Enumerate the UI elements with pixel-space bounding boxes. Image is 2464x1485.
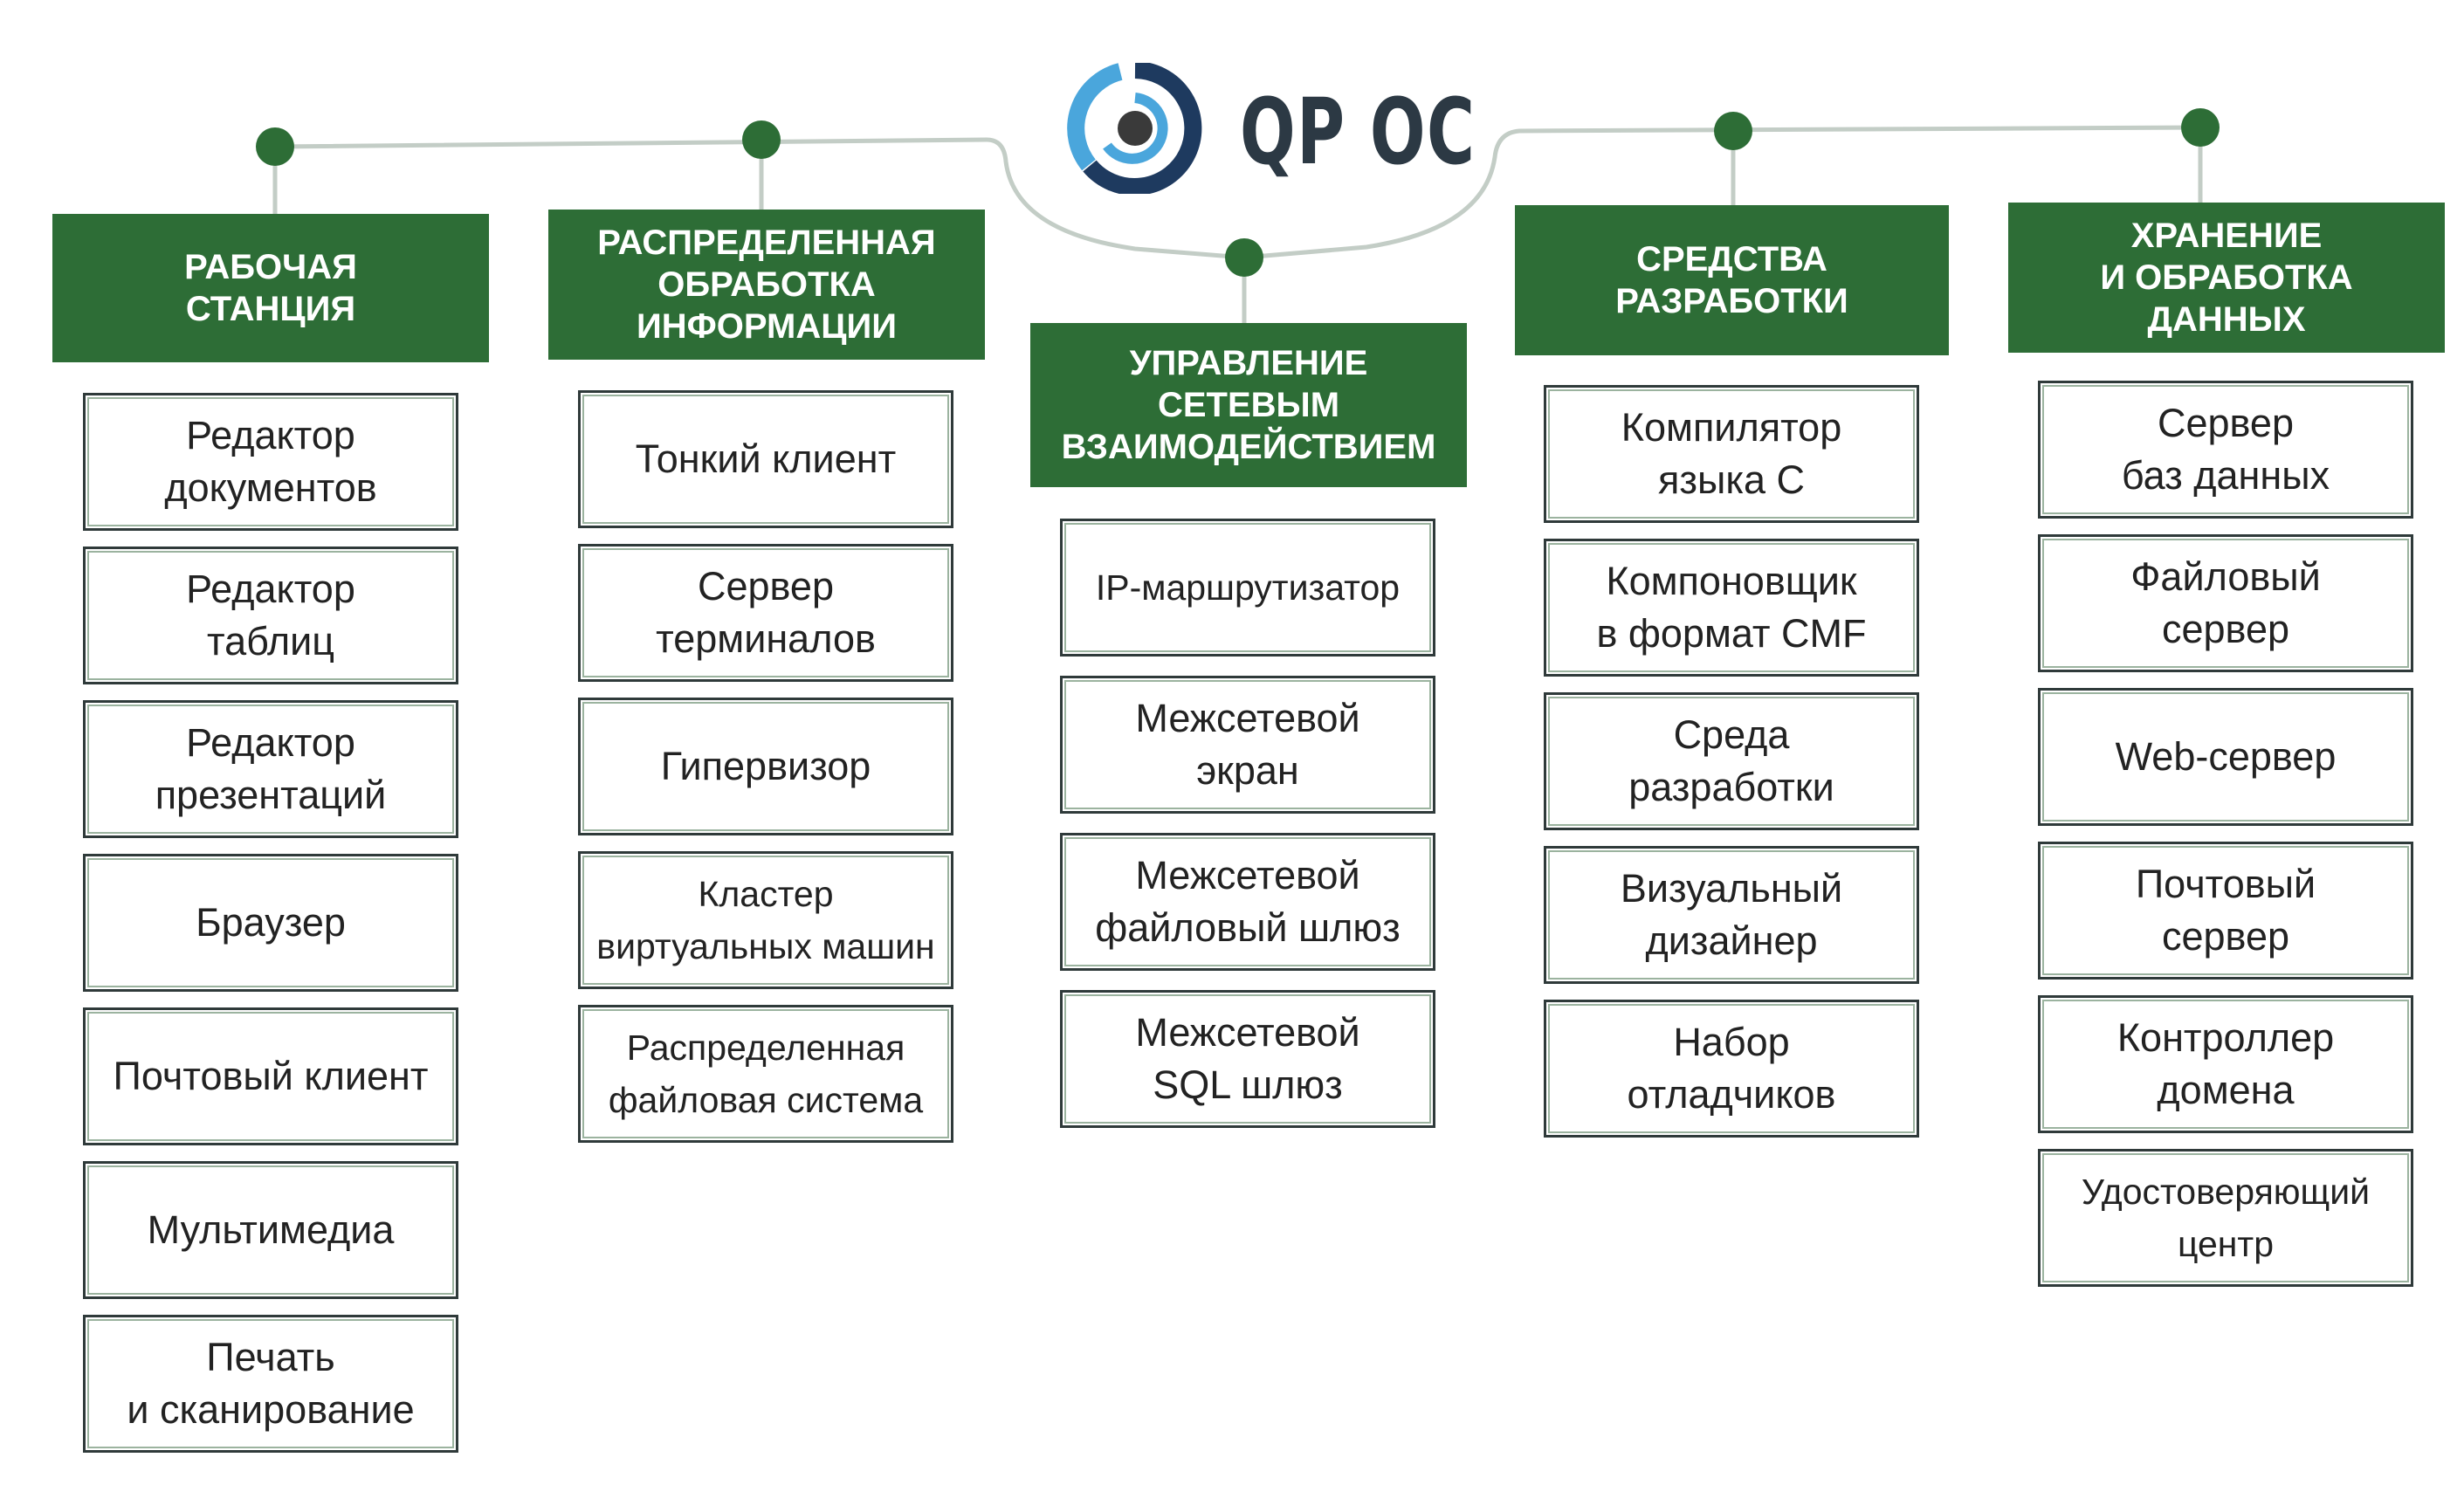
column-header-workstation: РАБОЧАЯ СТАНЦИЯ: [52, 214, 489, 362]
item-domain-controller: Контроллер домена: [2038, 995, 2413, 1133]
column-header-dev-tools: СРЕДСТВА РАЗРАБОТКИ: [1515, 205, 1949, 355]
connector-node-2: [742, 120, 781, 159]
logo-mark-icon: [1052, 63, 1218, 194]
item-distributed-fs: Распределенная файловая система: [578, 1005, 953, 1143]
item-sql-gateway: Межсетевой SQL шлюз: [1060, 990, 1435, 1128]
item-spreadsheet-editor: Редактор таблиц: [83, 547, 458, 684]
item-debuggers: Набор отладчиков: [1544, 1000, 1919, 1138]
item-database-server: Сервер баз данных: [2038, 381, 2413, 519]
item-thin-client: Тонкий клиент: [578, 390, 953, 528]
connector-node-5: [2181, 108, 2220, 147]
item-cmf-linker: Компоновщик в формат CMF: [1544, 539, 1919, 677]
item-ip-router: IP-маршрутизатор: [1060, 519, 1435, 657]
item-file-server: Файловый сервер: [2038, 534, 2413, 672]
item-web-server: Web-сервер: [2038, 688, 2413, 826]
item-file-gateway: Межсетевой файловый шлюз: [1060, 833, 1435, 971]
item-ide: Среда разработки: [1544, 692, 1919, 830]
item-certificate-authority: Удостоверяющий центр: [2038, 1149, 2413, 1287]
logo-text: QP OC: [1240, 79, 1476, 185]
item-mail-client: Почтовый клиент: [83, 1007, 458, 1145]
qp-os-logo: [1052, 63, 1476, 194]
item-document-editor: Редактор документов: [83, 393, 458, 531]
item-hypervisor: Гипервизор: [578, 698, 953, 835]
item-multimedia: Мультимедиа: [83, 1161, 458, 1299]
item-presentation-editor: Редактор презентаций: [83, 700, 458, 838]
column-header-data-storage: ХРАНЕНИЕ И ОБРАБОТКА ДАННЫХ: [2008, 203, 2445, 353]
item-vm-cluster: Кластер виртуальных машин: [578, 851, 953, 989]
item-visual-designer: Визуальный дизайнер: [1544, 846, 1919, 984]
column-header-network-management: УПРАВЛЕНИЕ СЕТЕВЫМ ВЗАИМОДЕЙСТВИЕМ: [1030, 323, 1467, 487]
connector-node-4: [1714, 112, 1752, 150]
item-browser: Браузер: [83, 854, 458, 992]
column-header-distributed-processing: РАСПРЕДЕЛЕННАЯ ОБРАБОТКА ИНФОРМАЦИИ: [548, 210, 985, 360]
item-terminal-server: Сервер терминалов: [578, 544, 953, 682]
item-firewall: Межсетевой экран: [1060, 676, 1435, 814]
item-print-scan: Печать и сканирование: [83, 1315, 458, 1453]
item-mail-server: Почтовый сервер: [2038, 842, 2413, 980]
connector-node-1: [256, 127, 294, 166]
connector-node-3: [1225, 238, 1263, 277]
item-c-compiler: Компилятор языка С: [1544, 385, 1919, 523]
